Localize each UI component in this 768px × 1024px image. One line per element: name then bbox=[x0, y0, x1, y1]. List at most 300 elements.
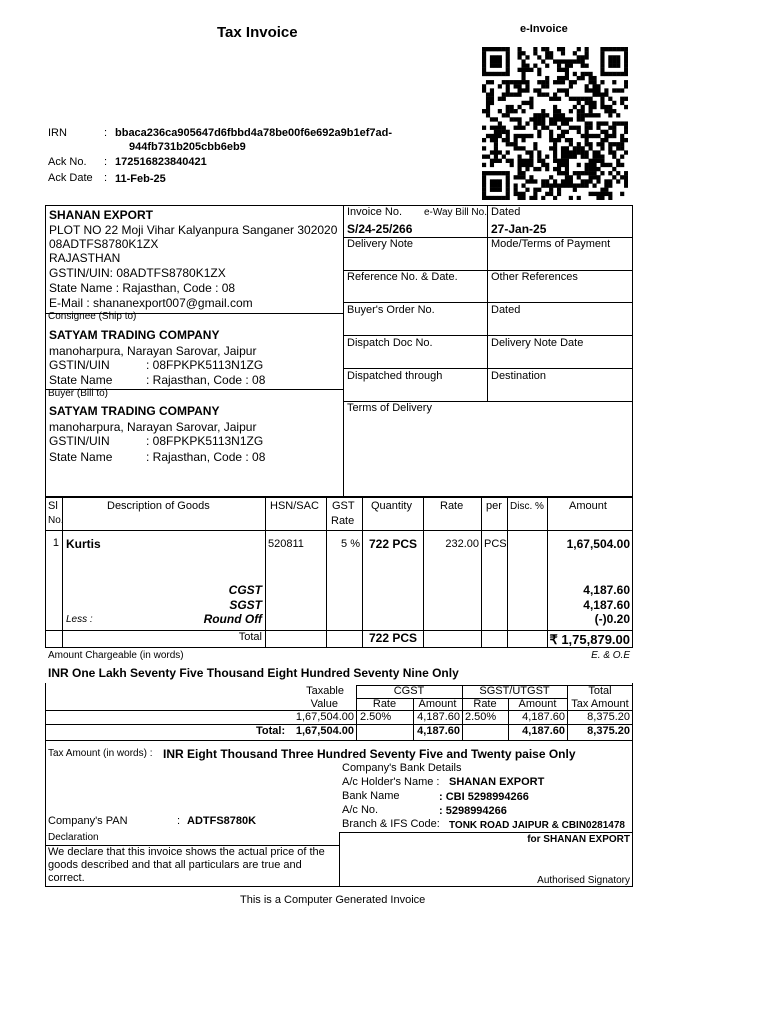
qr-module bbox=[620, 72, 624, 76]
qr-module bbox=[573, 97, 577, 101]
qr-module bbox=[604, 121, 608, 125]
qr-module bbox=[585, 142, 589, 146]
qr-module bbox=[577, 130, 581, 134]
qr-module bbox=[557, 163, 561, 167]
pan-colon: : bbox=[177, 815, 181, 827]
qr-module bbox=[529, 134, 533, 138]
qr-module bbox=[592, 183, 596, 187]
seller-name: SHANAN EXPORT bbox=[49, 208, 154, 222]
qr-module bbox=[557, 126, 561, 130]
round-off-label: Round Off bbox=[203, 612, 262, 626]
consignee-name: SATYAM TRADING COMPANY bbox=[49, 328, 220, 342]
qr-module bbox=[616, 55, 620, 59]
qr-module bbox=[581, 146, 585, 150]
qr-module bbox=[557, 97, 561, 101]
qr-module bbox=[521, 138, 525, 142]
qr-module bbox=[490, 159, 494, 163]
qr-module bbox=[577, 55, 581, 59]
qr-module bbox=[624, 55, 628, 59]
qr-module bbox=[502, 171, 506, 175]
ack-no-label: Ack No. bbox=[48, 156, 87, 168]
qr-module bbox=[604, 134, 608, 138]
qr-module bbox=[600, 163, 604, 167]
qr-module bbox=[585, 163, 589, 167]
qr-module bbox=[577, 196, 581, 200]
qr-module bbox=[537, 159, 541, 163]
qr-module bbox=[589, 126, 593, 130]
irn-value-line2: 944fb731b205cbb6eb9 bbox=[129, 141, 246, 153]
eway-bill-label: e-Way Bill No. bbox=[424, 207, 487, 218]
qr-module bbox=[569, 64, 573, 68]
qr-module bbox=[545, 51, 549, 55]
qr-module bbox=[589, 121, 593, 125]
buyer-gstin-label: GSTIN/UIN bbox=[49, 434, 110, 448]
declaration-line2: goods described and that all particulars are true and bbox=[48, 859, 302, 871]
qr-module bbox=[533, 47, 537, 51]
qr-module bbox=[616, 142, 620, 146]
bank-heading: Company's Bank Details bbox=[342, 762, 462, 774]
qr-module bbox=[490, 196, 494, 200]
qr-module bbox=[557, 188, 561, 192]
qr-module bbox=[624, 47, 628, 51]
qr-module bbox=[608, 142, 612, 146]
qr-module bbox=[514, 134, 518, 138]
qr-module bbox=[573, 183, 577, 187]
bank-holder-value: SHANAN EXPORT bbox=[449, 776, 545, 788]
qr-module bbox=[494, 196, 498, 200]
qr-module bbox=[553, 138, 557, 142]
qr-module bbox=[482, 146, 486, 150]
qr-module bbox=[482, 183, 486, 187]
qr-module bbox=[604, 138, 608, 142]
less-label: Less : bbox=[66, 614, 93, 625]
qr-module bbox=[589, 72, 593, 76]
col-rate: Rate bbox=[440, 500, 464, 512]
qr-module bbox=[553, 196, 557, 200]
qr-module bbox=[608, 109, 612, 113]
qr-module bbox=[514, 109, 518, 113]
qr-module bbox=[506, 183, 510, 187]
qr-module bbox=[604, 47, 608, 51]
qr-module bbox=[600, 159, 604, 163]
qr-module bbox=[577, 97, 581, 101]
qr-module bbox=[589, 171, 593, 175]
qr-module bbox=[592, 101, 596, 105]
qr-module bbox=[553, 142, 557, 146]
tax-col-sgst-rate: Rate bbox=[473, 698, 497, 710]
tax-col-sgst: SGST/UTGST bbox=[479, 685, 550, 697]
qr-module bbox=[482, 196, 486, 200]
qr-module bbox=[510, 159, 514, 163]
qr-module bbox=[600, 146, 604, 150]
qr-module bbox=[521, 72, 525, 76]
qr-module bbox=[482, 192, 486, 196]
qr-module bbox=[577, 183, 581, 187]
qr-module bbox=[612, 64, 616, 68]
qr-module bbox=[565, 155, 569, 159]
qr-module bbox=[620, 146, 624, 150]
qr-module bbox=[486, 101, 490, 105]
qr-module bbox=[561, 171, 565, 175]
qr-module bbox=[577, 163, 581, 167]
qr-module bbox=[600, 97, 604, 101]
irn-colon: : bbox=[104, 127, 108, 139]
qr-module bbox=[510, 117, 514, 121]
qr-module bbox=[506, 171, 510, 175]
tax-total-amount: 8,375.20 bbox=[587, 725, 630, 737]
tax-total-cgst: 4,187.60 bbox=[417, 725, 460, 737]
qr-module bbox=[596, 196, 600, 200]
qr-module bbox=[514, 175, 518, 179]
reference-label: Reference No. & Date. bbox=[347, 271, 458, 283]
qr-module bbox=[557, 64, 561, 68]
qr-module bbox=[529, 101, 533, 105]
qr-module bbox=[600, 138, 604, 142]
qr-module bbox=[553, 183, 557, 187]
qr-module bbox=[549, 55, 553, 59]
qr-module bbox=[620, 101, 624, 105]
qr-module bbox=[589, 179, 593, 183]
qr-module bbox=[521, 88, 525, 92]
seller-address-line1: PLOT NO 22 Moji Vihar Kalyanpura Sanganer 302020 bbox=[49, 223, 338, 237]
qr-module bbox=[624, 72, 628, 76]
item-hsn: 520811 bbox=[268, 538, 304, 550]
qr-module bbox=[624, 51, 628, 55]
terms-delivery-label: Terms of Delivery bbox=[347, 402, 432, 414]
qr-module bbox=[565, 121, 569, 125]
qr-module bbox=[494, 59, 498, 63]
qr-module bbox=[533, 167, 537, 171]
qr-module bbox=[537, 92, 541, 96]
tax-row-sgst-rate: 2.50% bbox=[465, 711, 497, 723]
qr-module bbox=[620, 97, 624, 101]
qr-module bbox=[541, 183, 545, 187]
qr-module bbox=[600, 130, 604, 134]
qr-module bbox=[518, 105, 522, 109]
qr-module bbox=[541, 47, 545, 51]
ack-no-value: 172516823840421 bbox=[115, 156, 207, 168]
qr-module bbox=[596, 113, 600, 117]
qr-module bbox=[608, 179, 612, 183]
qr-module bbox=[581, 134, 585, 138]
qr-module bbox=[502, 47, 506, 51]
qr-module bbox=[561, 183, 565, 187]
qr-module bbox=[514, 80, 518, 84]
qr-module bbox=[529, 105, 533, 109]
qr-module bbox=[494, 146, 498, 150]
qr-module bbox=[549, 134, 553, 138]
qr-module bbox=[616, 47, 620, 51]
qr-module bbox=[585, 72, 589, 76]
qr-module bbox=[498, 126, 502, 130]
qr-module bbox=[620, 88, 624, 92]
qr-module bbox=[518, 84, 522, 88]
qr-module bbox=[537, 121, 541, 125]
qr-module bbox=[490, 72, 494, 76]
total-amount: ₹ 1,75,879.00 bbox=[549, 632, 630, 647]
qr-module bbox=[506, 59, 510, 63]
qr-module bbox=[553, 113, 557, 117]
qr-module bbox=[589, 88, 593, 92]
total-label: Total bbox=[238, 631, 262, 643]
qr-module bbox=[585, 64, 589, 68]
qr-module bbox=[596, 179, 600, 183]
qr-module bbox=[482, 47, 486, 51]
qr-module bbox=[502, 138, 506, 142]
qr-module bbox=[533, 146, 537, 150]
buyer-name: SATYAM TRADING COMPANY bbox=[49, 404, 220, 418]
col-disc: Disc. % bbox=[510, 501, 544, 512]
qr-module bbox=[486, 92, 490, 96]
qr-module bbox=[494, 130, 498, 134]
qr-module bbox=[620, 192, 624, 196]
qr-module bbox=[514, 188, 518, 192]
qr-module bbox=[565, 179, 569, 183]
qr-module bbox=[581, 113, 585, 117]
ack-date-colon: : bbox=[104, 172, 108, 184]
qr-module bbox=[525, 101, 529, 105]
qr-module bbox=[518, 47, 522, 51]
qr-module bbox=[494, 188, 498, 192]
qr-module bbox=[510, 80, 514, 84]
qr-module bbox=[506, 113, 510, 117]
qr-module bbox=[486, 113, 490, 117]
qr-module bbox=[620, 142, 624, 146]
qr-module bbox=[518, 146, 522, 150]
item-amount: 1,67,504.00 bbox=[566, 537, 630, 551]
qr-module bbox=[486, 105, 490, 109]
qr-module bbox=[616, 64, 620, 68]
qr-module bbox=[624, 179, 628, 183]
qr-module bbox=[502, 126, 506, 130]
qr-module bbox=[600, 55, 604, 59]
consignee-gstin-label: GSTIN/UIN bbox=[49, 358, 110, 372]
qr-module bbox=[557, 183, 561, 187]
qr-module bbox=[506, 175, 510, 179]
qr-module bbox=[494, 126, 498, 130]
qr-module bbox=[589, 146, 593, 150]
qr-module bbox=[561, 146, 565, 150]
qr-module bbox=[596, 121, 600, 125]
qr-module bbox=[533, 113, 537, 117]
qr-module bbox=[585, 101, 589, 105]
qr-module bbox=[581, 59, 585, 63]
qr-module bbox=[600, 59, 604, 63]
qr-module bbox=[553, 159, 557, 163]
qr-module bbox=[525, 68, 529, 72]
qr-module bbox=[498, 72, 502, 76]
qr-module bbox=[569, 109, 573, 113]
qr-module bbox=[604, 72, 608, 76]
qr-module bbox=[494, 117, 498, 121]
qr-module bbox=[569, 155, 573, 159]
col-per: per bbox=[486, 500, 502, 512]
qr-module bbox=[510, 142, 514, 146]
qr-module bbox=[569, 142, 573, 146]
qr-module bbox=[490, 97, 494, 101]
tax-words-label: Tax Amount (in words) : bbox=[48, 748, 153, 759]
qr-module bbox=[521, 59, 525, 63]
qr-module bbox=[498, 171, 502, 175]
qr-module bbox=[541, 92, 545, 96]
qr-module bbox=[533, 179, 537, 183]
qr-module bbox=[585, 183, 589, 187]
qr-module bbox=[529, 179, 533, 183]
sgst-amount: 4,187.60 bbox=[583, 598, 630, 612]
qr-module bbox=[565, 150, 569, 154]
qr-module bbox=[589, 159, 593, 163]
qr-module bbox=[518, 88, 522, 92]
qr-module bbox=[518, 171, 522, 175]
qr-module bbox=[533, 121, 537, 125]
qr-module bbox=[589, 76, 593, 80]
qr-module bbox=[565, 146, 569, 150]
qr-module bbox=[529, 196, 533, 200]
qr-module bbox=[482, 175, 486, 179]
qr-module bbox=[521, 80, 525, 84]
qr-module bbox=[589, 192, 593, 196]
qr-module bbox=[482, 64, 486, 68]
qr-module bbox=[581, 179, 585, 183]
qr-module bbox=[612, 72, 616, 76]
qr-module bbox=[596, 167, 600, 171]
qr-module bbox=[549, 121, 553, 125]
qr-module bbox=[565, 159, 569, 163]
qr-module bbox=[612, 167, 616, 171]
qr-module bbox=[529, 159, 533, 163]
qr-module bbox=[494, 142, 498, 146]
ack-date-label: Ack Date bbox=[48, 172, 93, 184]
qr-module bbox=[514, 84, 518, 88]
qr-module bbox=[518, 155, 522, 159]
qr-module bbox=[596, 159, 600, 163]
qr-module bbox=[557, 76, 561, 80]
qr-module bbox=[545, 55, 549, 59]
col-description: Description of Goods bbox=[107, 500, 210, 512]
consignee-state-label: State Name bbox=[49, 373, 113, 387]
qr-module bbox=[600, 80, 604, 84]
qr-module bbox=[585, 51, 589, 55]
qr-module bbox=[561, 51, 565, 55]
qr-module bbox=[533, 188, 537, 192]
qr-module bbox=[596, 175, 600, 179]
qr-module bbox=[581, 55, 585, 59]
qr-module bbox=[506, 134, 510, 138]
qr-module bbox=[573, 155, 577, 159]
qr-module bbox=[604, 92, 608, 96]
amount-words-value: INR One Lakh Seventy Five Thousand Eight Hundred Seventy Nine Only bbox=[48, 666, 459, 680]
tax-row-total: 8,375.20 bbox=[587, 711, 630, 723]
amount-words-label: Amount Chargeable (in words) bbox=[48, 650, 184, 661]
qr-module bbox=[557, 68, 561, 72]
qr-module bbox=[612, 88, 616, 92]
qr-module bbox=[541, 196, 545, 200]
qr-module bbox=[577, 146, 581, 150]
qr-module bbox=[525, 88, 529, 92]
qr-module bbox=[573, 105, 577, 109]
qr-module bbox=[506, 159, 510, 163]
qr-module bbox=[510, 92, 514, 96]
qr-module bbox=[569, 126, 573, 130]
qr-module bbox=[561, 150, 565, 154]
qr-module bbox=[604, 105, 608, 109]
qr-module bbox=[490, 179, 494, 183]
qr-module bbox=[498, 121, 502, 125]
qr-module bbox=[541, 121, 545, 125]
qr-module bbox=[581, 117, 585, 121]
qr-module bbox=[557, 109, 561, 113]
qr-module bbox=[494, 64, 498, 68]
qr-module bbox=[557, 88, 561, 92]
qr-module bbox=[569, 175, 573, 179]
eoe-label: E. & O.E bbox=[591, 650, 630, 661]
qr-module bbox=[506, 188, 510, 192]
qr-module bbox=[549, 138, 553, 142]
bank-holder-label: A/c Holder's Name : bbox=[342, 776, 440, 788]
qr-module bbox=[545, 113, 549, 117]
qr-module bbox=[581, 97, 585, 101]
qr-module bbox=[490, 163, 494, 167]
qr-module bbox=[581, 64, 585, 68]
qr-module bbox=[612, 55, 616, 59]
qr-module bbox=[549, 117, 553, 121]
qr-module bbox=[506, 192, 510, 196]
bank-name-value: : CBI 5298994266 bbox=[439, 791, 529, 803]
qr-module bbox=[608, 55, 612, 59]
qr-module bbox=[565, 76, 569, 80]
qr-module bbox=[518, 196, 522, 200]
qr-module bbox=[561, 113, 565, 117]
qr-module bbox=[490, 188, 494, 192]
qr-module bbox=[553, 179, 557, 183]
qr-module bbox=[565, 88, 569, 92]
qr-module bbox=[498, 134, 502, 138]
qr-module bbox=[585, 167, 589, 171]
qr-module bbox=[541, 84, 545, 88]
qr-module bbox=[525, 80, 529, 84]
buyers-order-label: Buyer's Order No. bbox=[347, 304, 435, 316]
buyer-address: manoharpura, Narayan Sarovar, Jaipur bbox=[49, 420, 257, 434]
qr-module bbox=[569, 84, 573, 88]
qr-module bbox=[541, 117, 545, 121]
qr-module bbox=[482, 109, 486, 113]
qr-module bbox=[624, 183, 628, 187]
qr-module bbox=[565, 92, 569, 96]
qr-module bbox=[553, 105, 557, 109]
qr-module bbox=[624, 138, 628, 142]
qr-module bbox=[537, 113, 541, 117]
qr-module bbox=[565, 163, 569, 167]
qr-module bbox=[600, 51, 604, 55]
qr-module bbox=[482, 51, 486, 55]
qr-module bbox=[525, 167, 529, 171]
round-off-amount: (-)0.20 bbox=[594, 612, 630, 626]
qr-module bbox=[561, 163, 565, 167]
qr-module bbox=[498, 64, 502, 68]
tax-total-label: Total: bbox=[256, 725, 286, 737]
qr-module bbox=[624, 84, 628, 88]
qr-module bbox=[581, 105, 585, 109]
qr-module bbox=[561, 134, 565, 138]
qr-module bbox=[573, 80, 577, 84]
qr-module bbox=[525, 188, 529, 192]
qr-module bbox=[482, 55, 486, 59]
qr-module bbox=[608, 47, 612, 51]
qr-module bbox=[620, 175, 624, 179]
qr-module bbox=[490, 171, 494, 175]
qr-module bbox=[502, 72, 506, 76]
qr-module bbox=[569, 138, 573, 142]
